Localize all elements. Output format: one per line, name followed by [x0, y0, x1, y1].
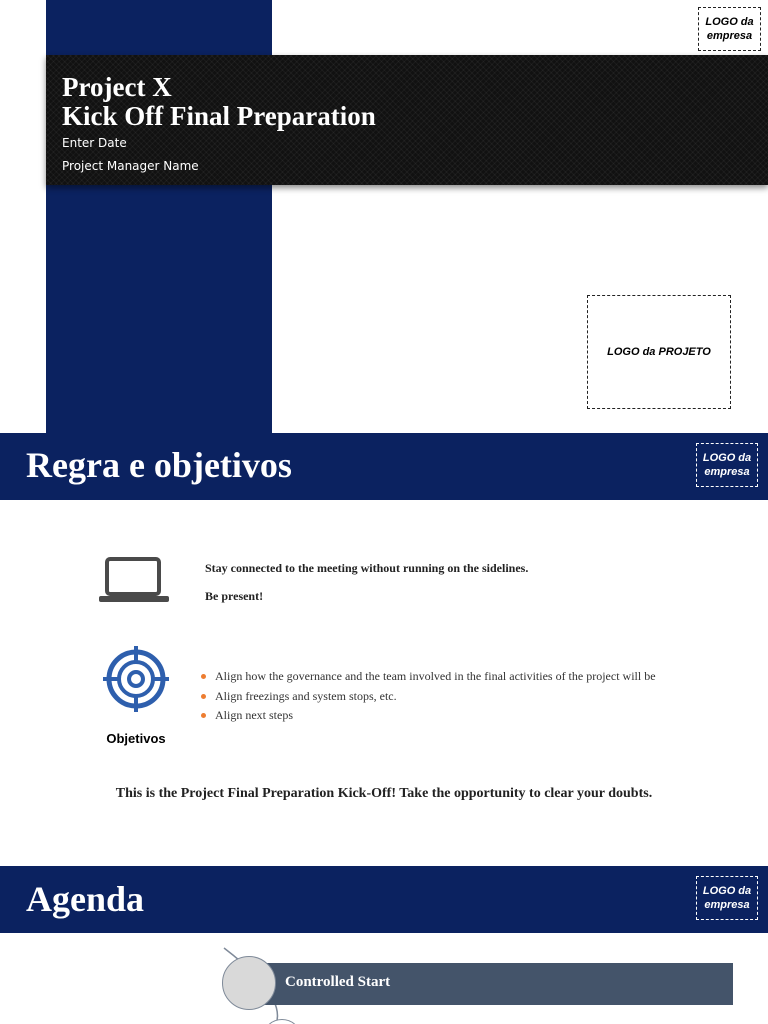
date-field: Enter Date — [62, 136, 127, 150]
company-logo-text-2: empresa — [704, 899, 750, 911]
target-icon — [103, 646, 169, 712]
slide-rules-objectives — [0, 433, 768, 863]
title-band — [46, 55, 768, 185]
company-logo-text-1: LOGO da — [702, 885, 752, 897]
slide-title — [0, 0, 768, 433]
company-logo-placeholder — [696, 443, 758, 487]
agenda-item-circle — [222, 956, 276, 1010]
company-logo-text-1: LOGO da — [702, 452, 752, 464]
objectives-list — [200, 667, 656, 726]
rule-text: Be present! — [205, 589, 264, 603]
project-logo-text: LOGO da PROJETO — [607, 346, 711, 358]
company-logo-text-1: LOGO da — [705, 16, 754, 28]
closing-statement: This is the Project Final Preparation Kick-Off! Take the opportunity to clear your doubts. — [115, 786, 653, 801]
slide-header — [0, 433, 768, 500]
rule-text: Stay connected to the meeting without running on the sidelines. — [205, 561, 529, 575]
laptop-icon — [97, 557, 171, 605]
list-item: Align freezings and system stops, etc. — [200, 687, 656, 707]
presentation-title — [62, 73, 376, 131]
slide-title-text: Agenda — [26, 879, 145, 919]
project-manager-field: Project Manager Name — [62, 159, 199, 173]
company-logo-placeholder — [698, 7, 761, 51]
title-line-2: Kick Off Final Preparation — [62, 101, 376, 131]
list-item: Align how the governance and the team involved in the final activities of the project will be — [200, 667, 656, 687]
agenda-item-label: Controlled Start — [285, 974, 391, 990]
project-logo-placeholder — [587, 295, 731, 409]
list-item: Align next steps — [200, 706, 656, 726]
company-logo-text-2: empresa — [706, 30, 753, 42]
company-logo-text-2: empresa — [704, 466, 750, 478]
objectives-label: Objetivos — [106, 731, 166, 746]
slide-title-text: Regra e objetivos — [26, 445, 292, 485]
title-line-1: Project X — [62, 72, 172, 102]
slide-agenda — [0, 866, 768, 1024]
